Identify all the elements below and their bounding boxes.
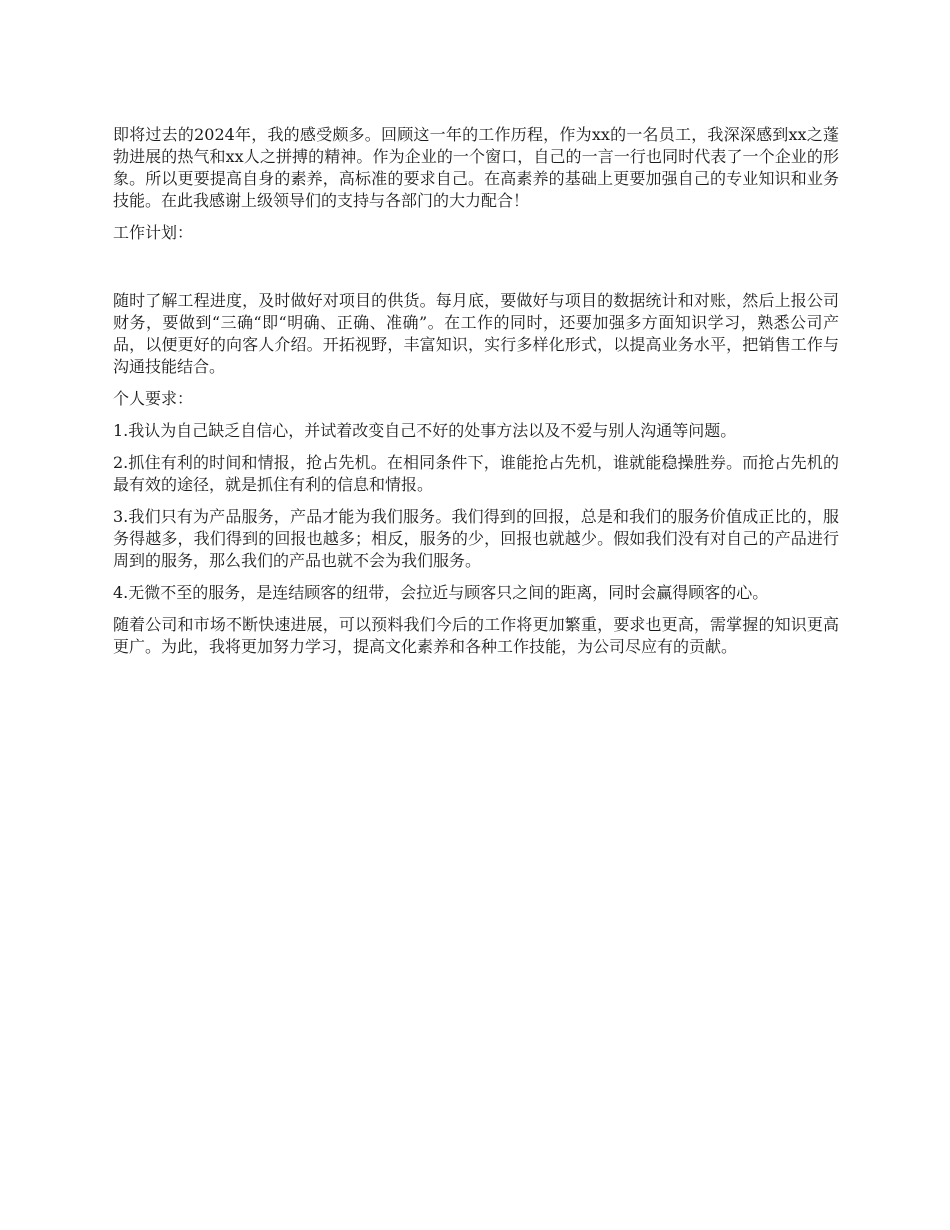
document-body <box>113 124 839 668</box>
blank-gap <box>113 254 839 290</box>
requirement-item-3: 3.我们只有为产品服务，产品才能为我们服务。我们得到的回报，总是和我们的服务价值成正比的，服务得越多，我们得到的回报也越多；相反，服务的少，回报也就越少。假如我们没有对自己的产品进行周到的服务，那么我们的产品也就不会为我们服务。 <box>113 507 839 570</box>
plan-paragraph: 随时了解工程进度，及时做好对项目的供货。每月底，要做好与项目的数据统计和对账，然后上报公司财务，要做到“三确“即“明确、正确、准确”。在工作的同时，还要加强多方面知识学习，熟悉公司产品，以便更好的向客人介绍。开拓视野，丰富知识，实行多样化形式，以提高业务水平，把销售工作与沟通技能结合。 <box>113 291 839 376</box>
requirement-item-4: 4.无微不至的服务，是连结顾客的纽带，会拉近与顾客只之间的距离，同时会赢得顾客的心。 <box>113 583 769 602</box>
closing-paragraph: 随着公司和市场不断快速进展，可以预料我们今后的工作将更加繁重，要求也更高，需掌握的知识更高更广。为此，我将更加努力学习，提高文化素养和各种工作技能，为公司尽应有的贡献。 <box>113 615 839 656</box>
requirement-item-2: 2.抓住有利的时间和情报，抢占先机。在相同条件下，谁能抢占先机，谁就能稳操胜券。而抢占先机的最有效的途径，就是抓住有利的信息和情报。 <box>113 453 839 494</box>
intro-paragraph: 即将过去的2024年，我的感受颇多。回顾这一年的工作历程，作为xx的一名员工，我深深感到xx之蓬勃进展的热气和xx人之拼搏的精神。作为企业的一个窗口，自己的一言一行也同时代表了一个企业的形象。所以更要提高自身的素养，高标准的要求自己。在高素养的基础上更要加强自己的专业知识和业务技能。在此我感谢上级领导们的支持与各部门的大力配合！ <box>113 125 839 210</box>
plan-heading: 工作计划： <box>113 223 194 242</box>
requirement-item-1: 1.我认为自己缺乏自信心，并试着改变自己不好的处事方法以及不爱与别人沟通等问题。 <box>113 421 737 440</box>
requirements-heading: 个人要求： <box>113 389 194 408</box>
